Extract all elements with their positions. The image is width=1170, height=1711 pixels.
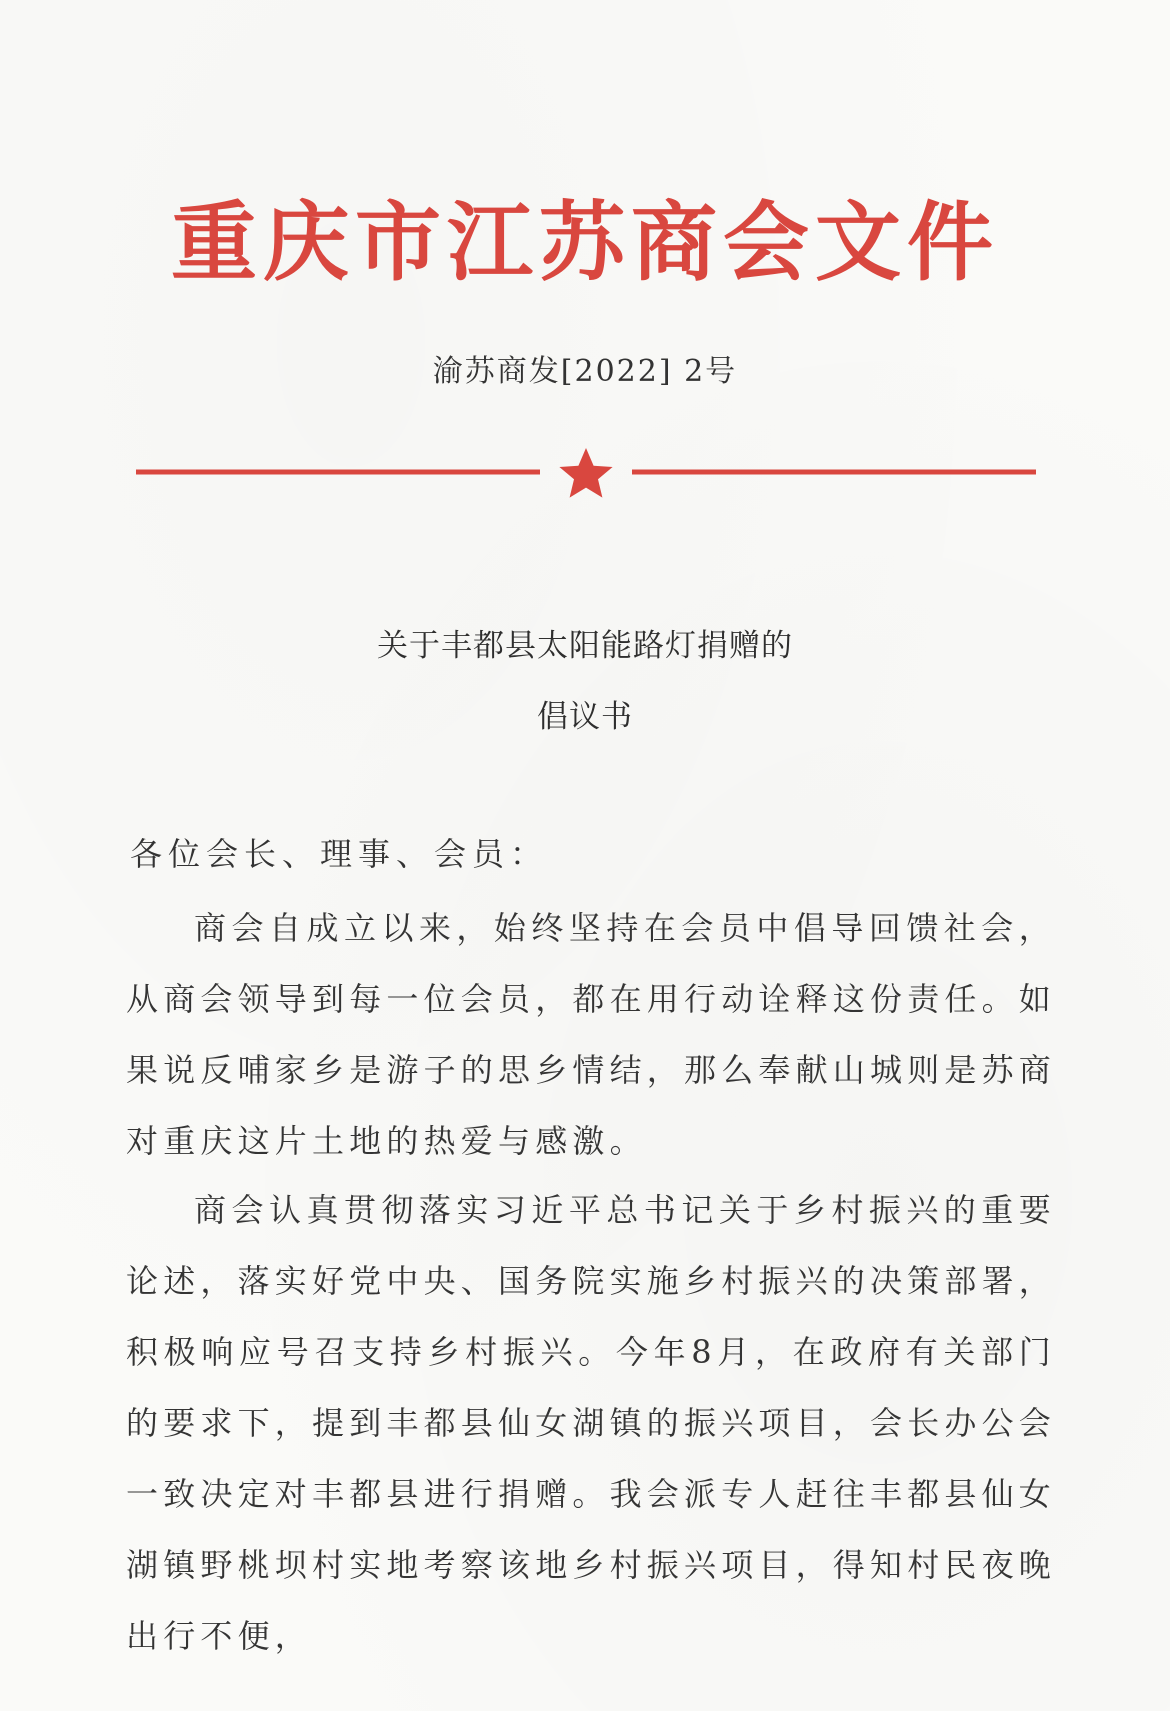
proposal-title-line-1: 关于丰都县太阳能路灯捐赠的 (377, 628, 793, 664)
salutation: 各位会长、理事、会员： (130, 835, 549, 873)
proposal-title-line-2: 倡议书 (537, 699, 633, 735)
star-icon (559, 448, 612, 498)
body-paragraph-1: 商会自成立以来，始终坚持在会员中倡导回馈社会，从商会领导到每一位会员，都在用行动诠释这份责任。如果说反哺家乡是游子的思乡情结，那么奉献山城则是苏商对重庆这片土地的热爱与感激。 (126, 909, 1057, 1160)
body-paragraph-2: 商会认真贯彻落实习近平总书记关于乡村振兴的重要论述，落实好党中央、国务院实施乡村振兴的决策部署，积极响应号召支持乡村振兴。今年8月，在政府有关部门的要求下，提到丰都县仙女湖镇的振兴项目，会长办公会一致决定对丰都县进行捐赠。我会派专人赶往丰都县仙女湖镇野桃坝村实地考察该地乡村振兴项目，得知村民夜晚出行不便， (126, 1191, 1057, 1655)
document-title: 重庆市江苏商会文件 (171, 193, 999, 293)
document-number: 渝苏商发[2022] 2号 (432, 354, 738, 389)
red-star-divider (136, 440, 1036, 500)
